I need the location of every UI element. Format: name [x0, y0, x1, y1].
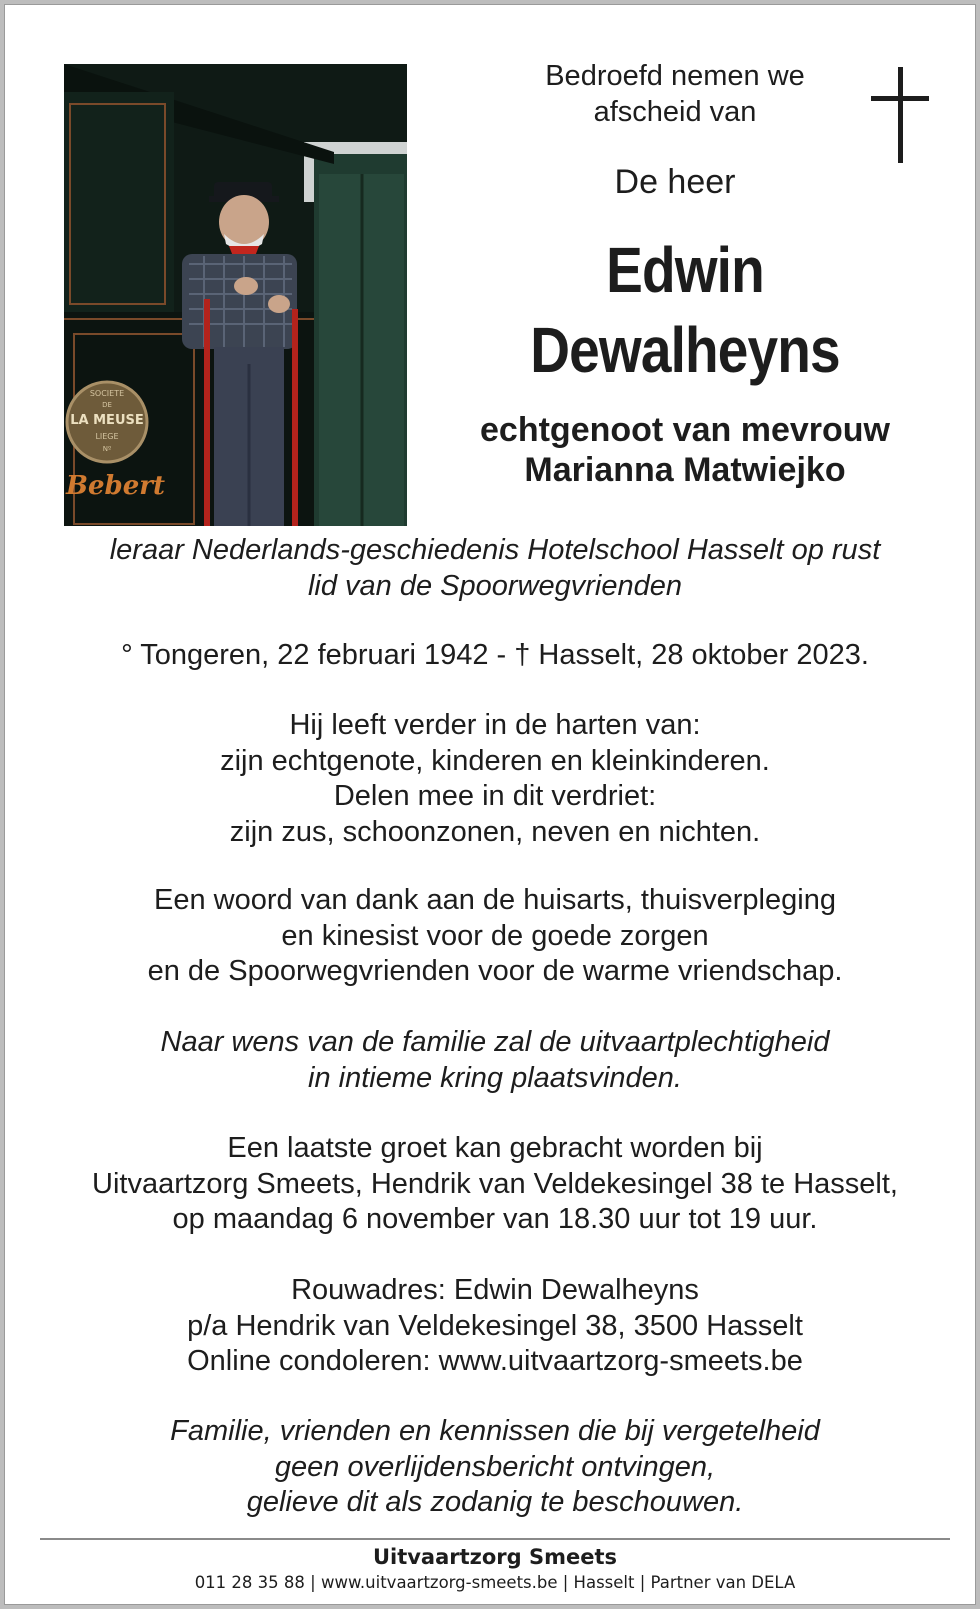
thanks-line: en kinesist voor de goede zorgen	[281, 919, 709, 952]
condolence-link[interactable]: Online condoleren: www.uitvaartzorg-smeets.be	[187, 1345, 803, 1377]
farewell-line: Een laatste groet kan gebracht worden bij	[227, 1132, 763, 1164]
honorific: De heer	[614, 163, 736, 201]
address-line: p/a Hendrik van Veldekesingel 38, 3500 Hasselt	[187, 1309, 803, 1342]
family-line: zijn zus, schoonzonen, neven en nichten.	[229, 815, 761, 848]
farewell-line: Uitvaartzorg Smeets, Hendrik van Veldekesingel 38 te Hasselt,	[92, 1167, 898, 1200]
plate-text-4: LIEGE	[95, 432, 119, 441]
footer-divider	[40, 1538, 950, 1540]
plate-text-5: Nº	[102, 445, 112, 453]
occupation-line: lid van de Spoorwegvrienden	[307, 569, 683, 602]
footer-company: Uitvaartzorg Smeets	[372, 1545, 618, 1569]
last-name: Dewalheyns	[530, 314, 840, 386]
farewell-paragraph	[35, 1131, 955, 1238]
family-line: Hij leeft verder in de harten van:	[289, 709, 701, 741]
portrait-photo	[64, 64, 407, 526]
family-paragraph	[35, 708, 955, 850]
family-line: zijn echtgenote, kinderen en kleinkinderen.	[220, 744, 770, 777]
deceased-name	[479, 230, 892, 390]
wish-line: in intieme kring plaatsvinden.	[308, 1061, 682, 1094]
occupation	[35, 533, 955, 604]
occupation-line: leraar Nederlands-geschiedenis Hotelschool Hasselt op rust	[109, 534, 881, 566]
plate-text-3: LA MEUSE	[70, 413, 144, 428]
intro-line: afscheid van	[593, 96, 757, 128]
birth-death-dates: ° Tongeren, 22 februari 1942 - † Hasselt, 28 oktober 2023.	[121, 639, 869, 671]
spouse-info	[445, 410, 925, 490]
notice-line: geen overlijdensbericht ontvingen,	[274, 1450, 716, 1483]
intro-text	[495, 58, 855, 130]
intro-line: Bedroefd nemen we	[545, 60, 805, 92]
thanks-paragraph	[35, 883, 955, 990]
loco-name-text: Bebert	[66, 471, 165, 501]
funeral-wish-paragraph	[35, 1025, 955, 1096]
farewell-line: op maandag 6 november van 18.30 uur tot 19 uur.	[172, 1203, 818, 1235]
thanks-line: Een woord van dank aan de huisarts, thuisverpleging	[154, 884, 836, 916]
cross-icon	[871, 67, 929, 163]
plate-text-2: DE	[102, 401, 112, 409]
spouse-line: Marianna Matwiejko	[524, 451, 846, 489]
death-notice-card	[4, 4, 976, 1605]
footer-contact-info: 011 28 35 88 | www.uitvaartzorg-smeets.be | Hasselt | Partner van DELA	[194, 1573, 796, 1592]
family-line: Delen mee in dit verdriet:	[333, 780, 657, 812]
notice-paragraph	[35, 1414, 955, 1521]
mourning-address	[35, 1273, 955, 1380]
spouse-line: echtgenoot van mevrouw	[480, 411, 890, 449]
address-line: Rouwadres: Edwin Dewalheyns	[291, 1274, 699, 1306]
thanks-line: en de Spoorwegvrienden voor de warme vriendschap.	[147, 955, 843, 987]
wish-line: Naar wens van de familie zal de uitvaartplechtigheid	[160, 1026, 830, 1058]
notice-line: Familie, vrienden en kennissen die bij vergetelheid	[170, 1415, 820, 1447]
first-name: Edwin	[606, 234, 764, 306]
locomotive-photo-illustration	[64, 64, 407, 526]
notice-line: gelieve dit als zodanig te beschouwen.	[246, 1486, 744, 1518]
plate-text-1: SOCIETE	[89, 389, 125, 398]
